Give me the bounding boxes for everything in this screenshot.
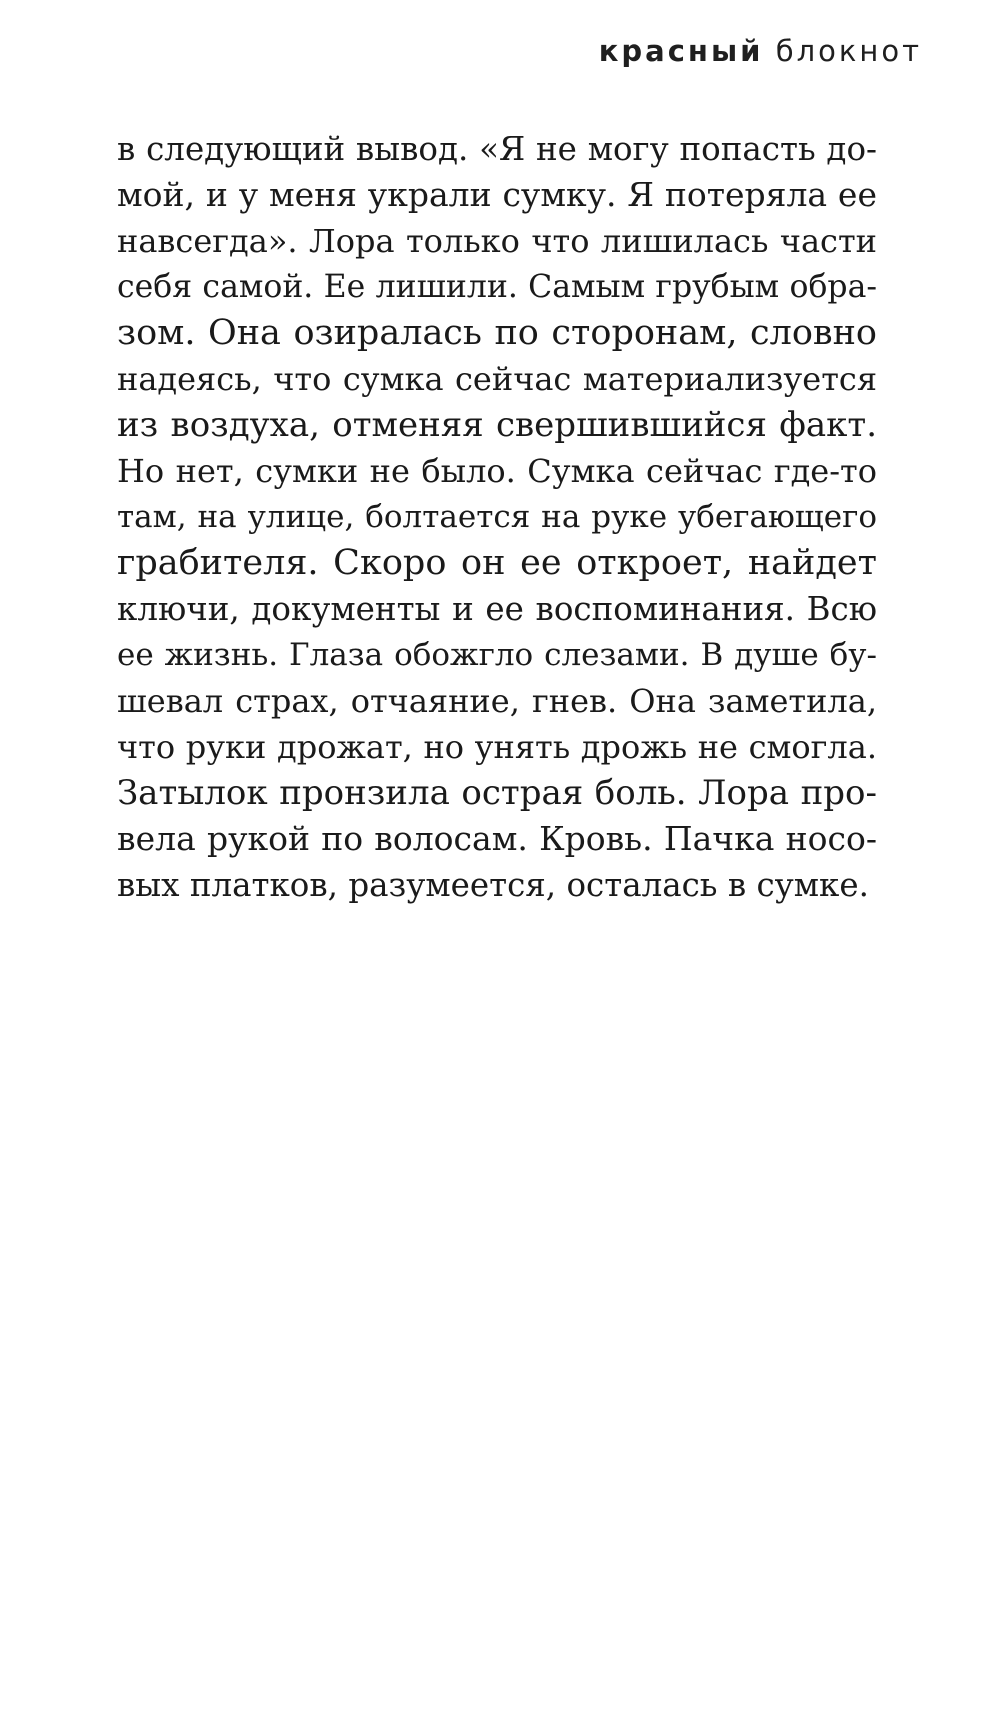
text-line: что руки дрожат, но унять дрожь не смогла.: [117, 728, 877, 766]
header-regular-word: блокнот: [775, 34, 922, 68]
text-line: в следующий вывод. «Я не могу попасть до-: [117, 130, 877, 168]
text-line: надеясь, что сумка сейчас материализуется: [117, 360, 877, 398]
header-bold-word: красный: [598, 34, 764, 68]
text-line: из воздуха, отменяя свершившийся факт.: [117, 405, 877, 445]
text-line: ее жизнь. Глаза обожгло слезами. В душе бу-: [117, 637, 877, 673]
text-line: себя самой. Ее лишили. Самым грубым обра-: [117, 269, 877, 305]
text-line: вела рукой по волосам. Кровь. Пачка носо-: [117, 819, 877, 858]
text-line: Затылок пронзила острая боль. Лора про-: [117, 773, 877, 813]
text-line: вых платков, разумеется, осталась в сумке.: [117, 866, 869, 904]
text-line: навсегда». Лора только что лишилась части: [117, 222, 877, 260]
text-line: там, на улице, болтается на руке убегающего: [117, 499, 877, 535]
text-line: грабителя. Скоро он ее откроет, найдет: [117, 543, 877, 583]
text-line: зом. Она озиралась по сторонам, словно: [117, 313, 877, 353]
text-line: ключи, документы и ее воспоминания. Всю: [117, 590, 877, 628]
body-text: [117, 126, 877, 908]
text-line: мой, и у меня украли сумку. Я потеряла ее: [117, 175, 877, 214]
text-line: Но нет, сумки не было. Сумка сейчас где-то: [117, 452, 877, 490]
running-header: [599, 34, 922, 68]
text-line: шевал страх, отчаяние, гнев. Она заметила,: [117, 682, 877, 720]
